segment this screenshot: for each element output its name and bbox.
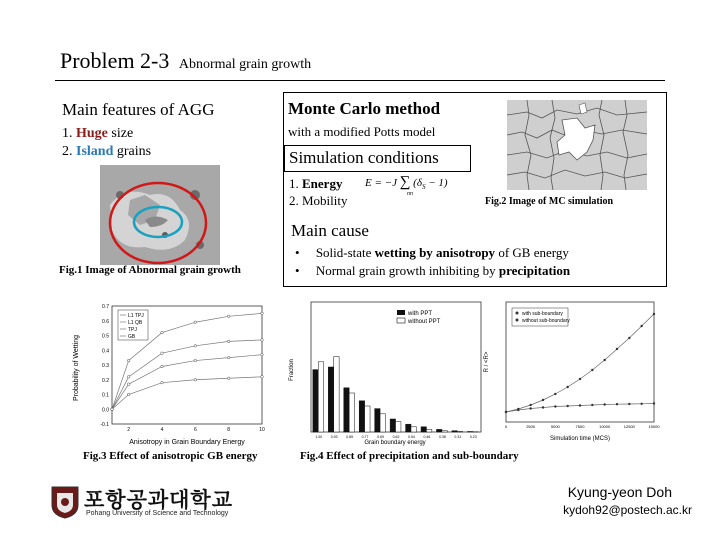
fig4-bar (375, 409, 380, 432)
fig4-bar (467, 431, 472, 432)
fig1-caption: Fig.1 Image of Abnormal grain growth (59, 264, 241, 276)
fig2-mc-image (507, 100, 647, 190)
legend-entry: TPJ (128, 327, 137, 333)
fig3-xtick-label: 8 (227, 427, 231, 433)
fig4-bar (365, 406, 370, 432)
legend-entry: L1 QB (128, 320, 143, 326)
university-seal (50, 485, 80, 519)
fig4-line-point (529, 404, 531, 406)
fig4-bar-chart (285, 298, 485, 448)
fig4-bar-xtick-label: 0.69 (377, 435, 384, 439)
fig4-bar (457, 431, 462, 432)
fig4-caption: Fig.4 Effect of precipitation and sub-boundary (300, 450, 519, 462)
fig3-xtick-label: 2 (127, 427, 131, 433)
fig4-bar-xtick-label: 0.46 (423, 435, 431, 439)
fig3-data-point (161, 381, 164, 384)
fig3-data-point (194, 359, 197, 362)
fig3-data-point (227, 356, 230, 359)
fig4-line-legend (512, 308, 570, 326)
fig4-line-point (517, 409, 519, 411)
fig4-bar (396, 422, 401, 432)
fig4-bar-xtick-label: 0.62 (392, 435, 400, 439)
fig4-bar (359, 401, 364, 432)
fig4-line-point (628, 403, 630, 405)
fig4-line-point (542, 399, 544, 401)
fig3-data-point (227, 315, 230, 318)
fig4-bar (328, 367, 333, 432)
fig4-line-point (566, 405, 568, 407)
fig4-line-point (653, 313, 655, 315)
university-name-kr: 포항공과대학교 (84, 488, 234, 512)
fig4-bar (411, 427, 416, 432)
fig3-data-point (161, 352, 164, 355)
fig4-line-point (640, 325, 642, 327)
fig3-data-point (261, 312, 264, 315)
fig4-line-point (653, 402, 655, 404)
conditions-list (289, 175, 348, 209)
fig3-ytick-label: 0.7 (102, 304, 109, 310)
fig4-bar (380, 414, 385, 432)
legend-entry: L1 TPJ (128, 313, 144, 319)
monte-carlo-heading: Monte Carlo method (288, 99, 441, 118)
fig3-ytick-label: 0.2 (102, 377, 109, 384)
fig4-line-xtick-label: 12500 (623, 424, 635, 429)
fig4-line-point (505, 411, 507, 413)
fig4-bar (406, 424, 411, 432)
fig3-data-point (127, 383, 130, 386)
fig4-bar (334, 357, 339, 432)
fig4-line-xtick-label: 0 (504, 424, 508, 429)
fig4-bar (344, 388, 349, 432)
fig4-bar-ylabel: Fraction (289, 359, 295, 381)
fig4-line-point (603, 403, 605, 405)
fig3-data-point (261, 353, 264, 356)
fig3-ytick-label: 0.0 (102, 407, 109, 414)
fig3-data-point (161, 331, 164, 334)
fig3-ytick-label: -0.1 (100, 422, 109, 428)
agg-features-list (62, 125, 151, 161)
legend-entry: without sub-boundary (522, 318, 570, 324)
fig4-bar (390, 419, 395, 432)
fig3-ytick-label: 0.6 (102, 318, 109, 325)
condition-item: 1. Energy (289, 176, 343, 191)
fig3-caption: Fig.3 Effect of anisotropic GB energy (83, 450, 258, 462)
fig4-line-point (554, 393, 556, 395)
fig3-chart (70, 298, 270, 448)
main-cause-item: • Solid-state wetting by anisotropy of GB energy (295, 245, 569, 260)
fig4-line-xlabel: Simulation time (MCS) (549, 436, 611, 442)
fig4-line-point (628, 337, 630, 339)
author-email[interactable]: kydoh92@postech.ac.kr (563, 503, 692, 517)
fig4-line-point (542, 406, 544, 408)
title-main: Problem 2-3 (60, 48, 170, 73)
fig4-bar-xtick-label: 0.93 (330, 435, 338, 439)
fig4-line-xtick-label: 5000 (550, 424, 560, 429)
fig3-ytick-label: 0.5 (102, 333, 109, 340)
fig3-data-point (127, 393, 130, 396)
fig3-legend (118, 310, 148, 340)
title-rule (55, 80, 665, 81)
fig4-bar-xtick-label: 0.85 (346, 435, 354, 439)
legend-entry: without PPT (408, 319, 441, 325)
fig3-data-point (127, 376, 130, 379)
fig4-line-point (579, 378, 581, 380)
energy-formula: E = −J ∑ $(\delta_S - 1)$ nn (365, 174, 448, 197)
fig3-data-point (161, 365, 164, 368)
fig4-bar (313, 370, 318, 432)
fig3-data-point (194, 345, 197, 348)
fig4-line-xtick-label: 15000 (648, 424, 660, 429)
condition-item: 2. Mobility (289, 193, 348, 208)
fig4-bar (452, 431, 457, 432)
fig4-bar-xtick-label: 0.38 (438, 435, 446, 439)
monte-carlo-subtext: with a modified Potts model (288, 124, 436, 139)
fig4-bar-xtick-label: 0.54 (408, 435, 415, 439)
slide-title (60, 48, 311, 74)
title-subtitle: Abnormal grain growth (178, 57, 312, 72)
fig3-data-point (111, 408, 114, 411)
fig4-line-point (616, 348, 618, 350)
agg-feature-item: 1. Huge size (62, 126, 134, 141)
fig4-bar-xtick-label: 0.77 (361, 435, 369, 439)
fig4-bar (349, 393, 354, 432)
fig3-data-point (261, 339, 264, 342)
fig2-caption: Fig.2 Image of MC simulation (485, 196, 614, 207)
fig4-bar-xlabel: Grain boundary energy (364, 440, 426, 446)
fig4-line-point (591, 404, 593, 406)
fig4-line-chart (478, 298, 658, 448)
fig4-line-point (529, 407, 531, 409)
author-name: Kyung-yeon Doh (567, 484, 672, 500)
fig3-data-point (194, 321, 197, 324)
fig4-bar (442, 431, 447, 432)
legend-entry: with sub-boundary (522, 311, 563, 317)
legend-entry: with PPT (408, 311, 433, 317)
fig3-ylabel: Probability of Wetting (73, 334, 80, 402)
main-cause-list (295, 244, 570, 280)
fig4-line-ylabel: R / <R> (484, 351, 490, 373)
fig4-line-xtick-label: 2500 (526, 424, 536, 429)
fig3-data-point (227, 340, 230, 343)
fig4-line-point (554, 405, 556, 407)
fig3-xlabel: Anisotropy in Grain Boundary Energy (129, 439, 245, 446)
fig4-line-point (591, 369, 593, 371)
fig4-line-point (579, 404, 581, 406)
fig4-line-xtick-label: 7500 (575, 424, 585, 429)
main-cause-item: • Normal grain growth inhibiting by precipitation (295, 263, 571, 278)
sum-symbol: ∑ (399, 174, 411, 190)
fig3-xtick-label: 6 (193, 427, 197, 433)
fig3-ytick-label: 0.4 (102, 348, 109, 355)
fig3-ytick-label: 0.3 (102, 363, 109, 369)
fig4-bar-xtick-label: 0.23 (469, 435, 477, 439)
fig4-bar-xtick-label: 0.31 (454, 435, 462, 439)
fig4-line-point (640, 403, 642, 405)
conditions-heading: Simulation conditions (289, 148, 439, 167)
fig3-xtick-label: 4 (160, 427, 164, 433)
agg-heading: Main features of AGG (62, 100, 215, 119)
fig4-line-point (603, 359, 605, 361)
fig3-data-point (261, 376, 264, 379)
agg-feature-item: 2. Island grains (62, 144, 152, 159)
fig3-data-point (194, 378, 197, 381)
fig4-line-point (616, 403, 618, 405)
fig4-bar-xtick-label: 1.00 (315, 435, 323, 439)
fig4-bar (421, 427, 426, 432)
fig3-ytick-label: 0.1 (102, 392, 109, 399)
fig4-bar (436, 429, 441, 432)
university-name-en: Pohang University of Science and Technology (86, 510, 229, 517)
fig3-data-point (127, 359, 130, 362)
fig3-data-point (227, 377, 230, 380)
fig4-bar (318, 362, 323, 432)
main-cause-heading: Main cause (291, 221, 369, 240)
fig3-xtick-label: 10 (259, 427, 265, 433)
fig1-micrograph (100, 165, 220, 265)
fig4-bar (426, 429, 431, 432)
fig4-line-xtick-label: 10000 (599, 424, 611, 429)
fig4-line-point (566, 386, 568, 388)
legend-entry: GB (128, 334, 136, 340)
